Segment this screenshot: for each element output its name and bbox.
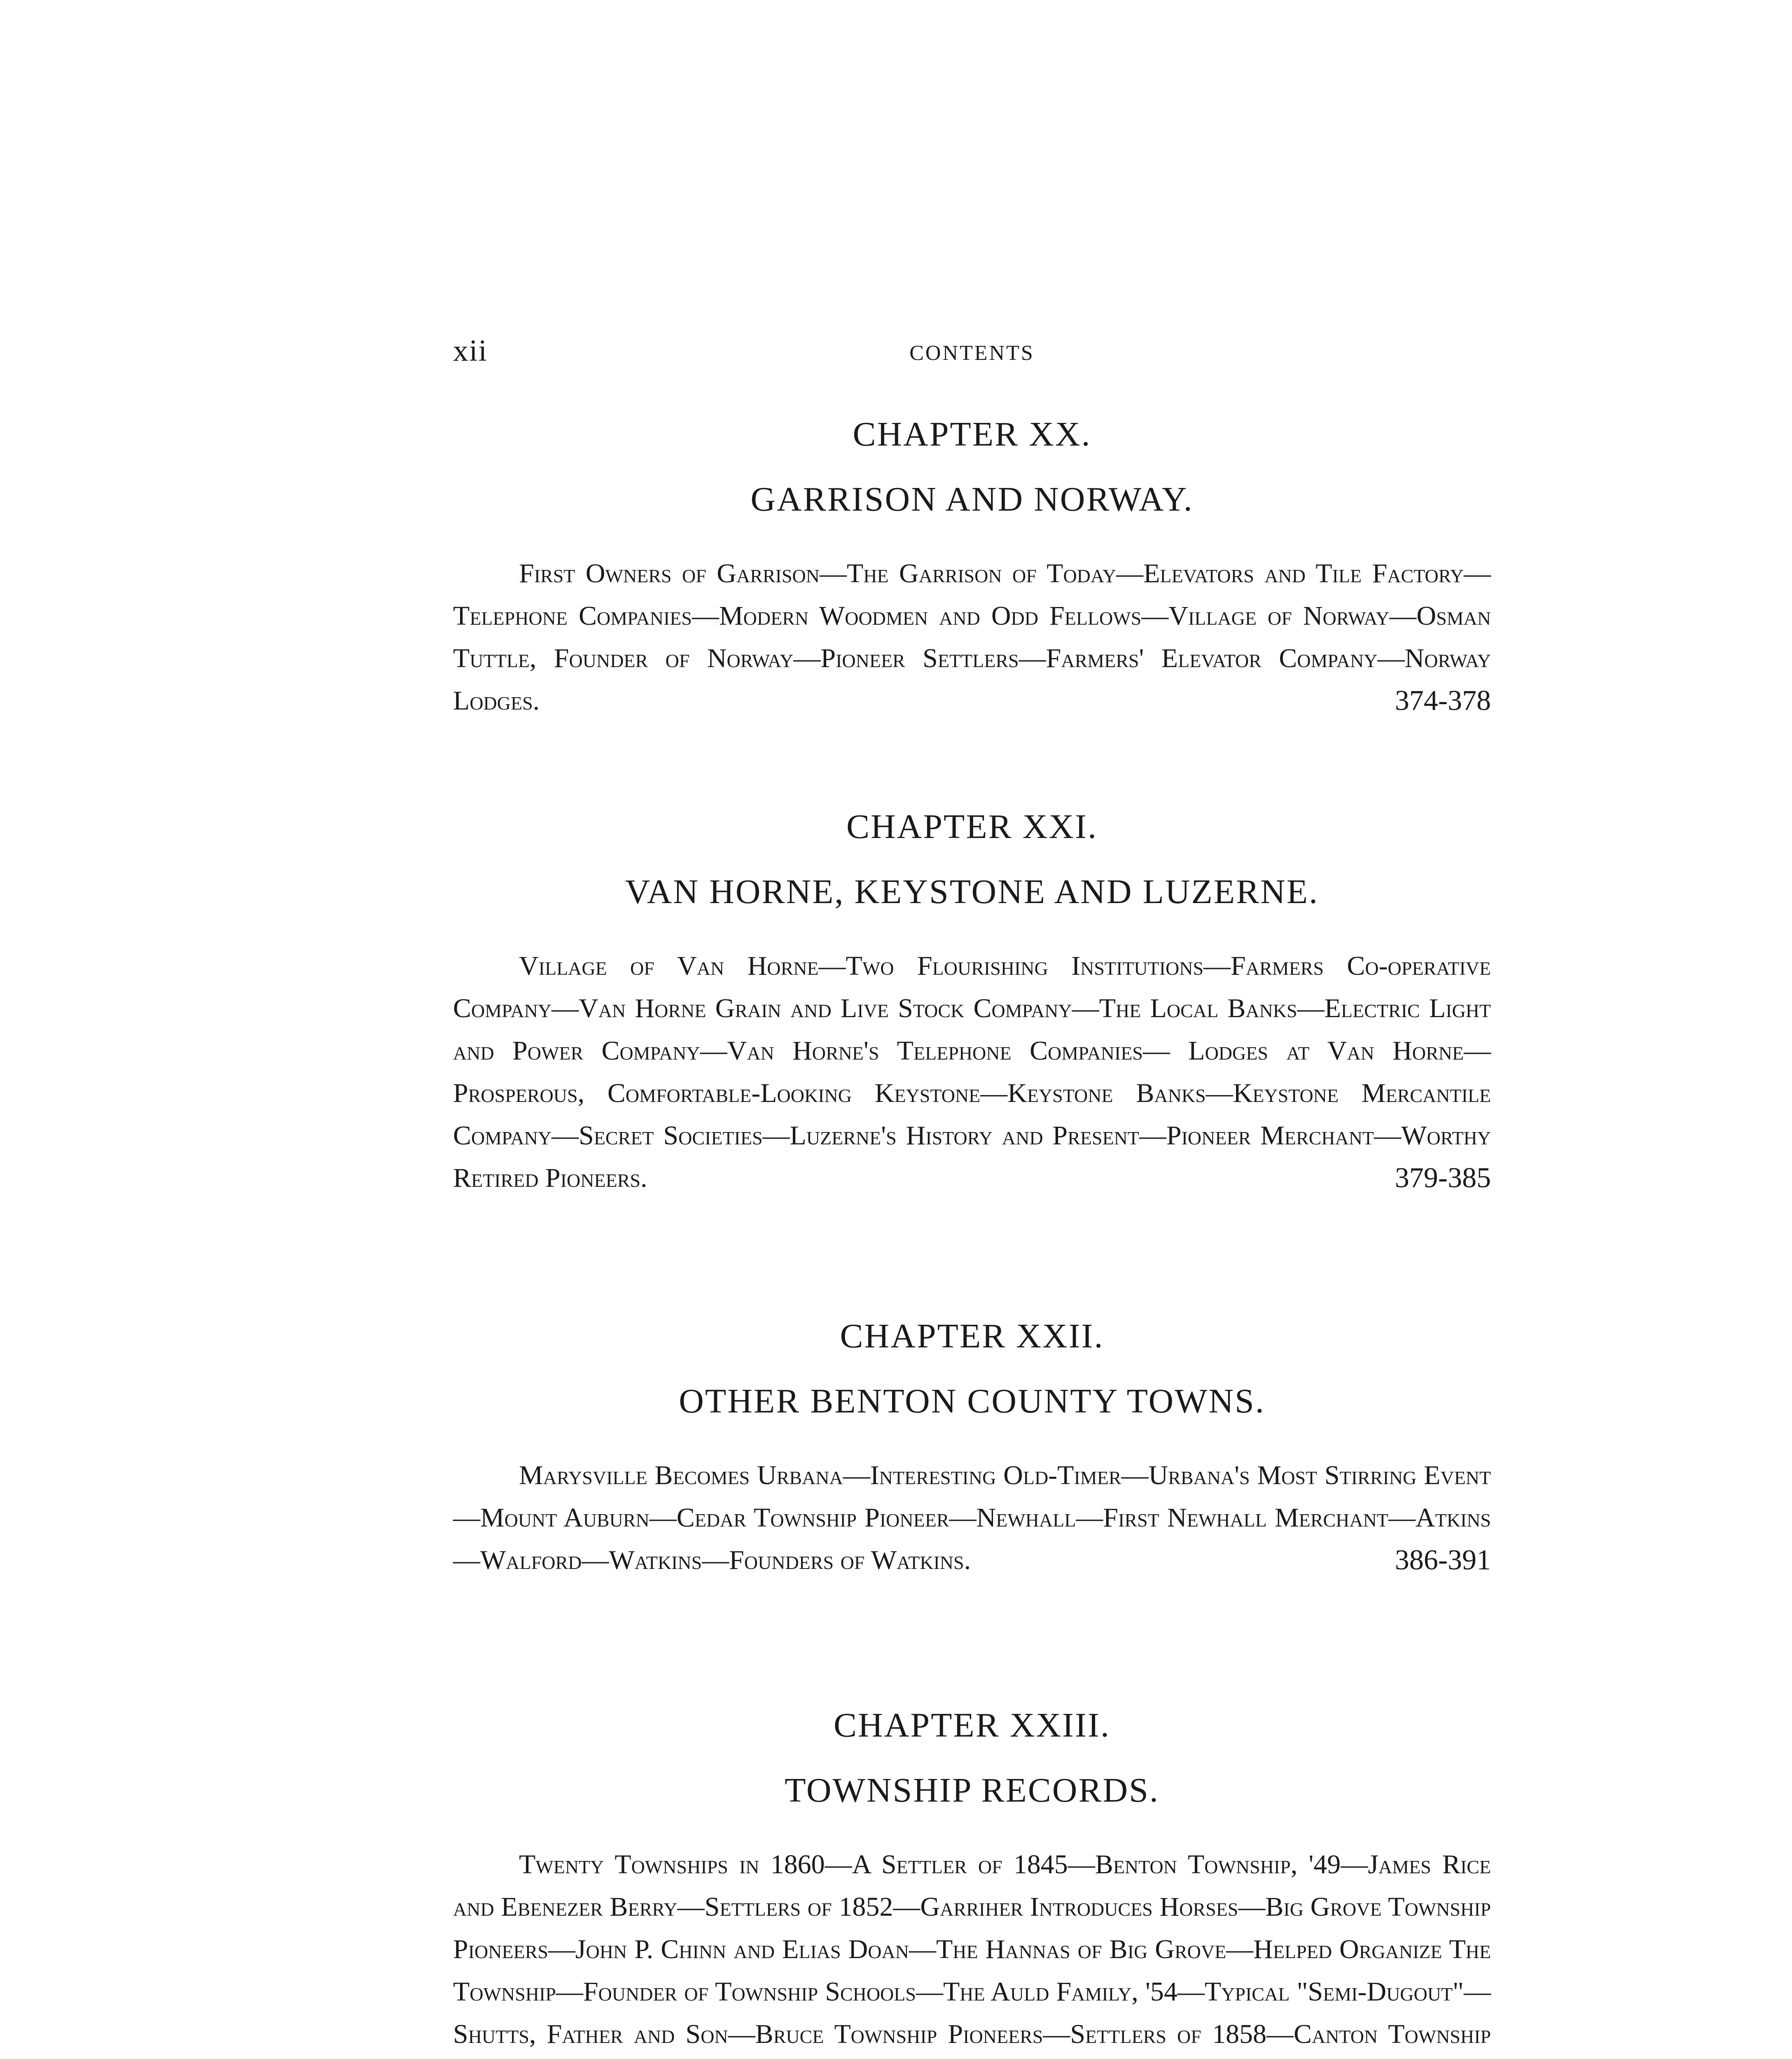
page-range: 386-391 xyxy=(1395,1544,1491,1576)
chapter-title: VAN HORNE, KEYSTONE AND LUZERNE. xyxy=(625,873,1319,911)
chapter-number: CHAPTER XX. xyxy=(853,415,1091,453)
chapter-number: CHAPTER XXII. xyxy=(840,1317,1104,1355)
chapter-title: GARRISON AND NORWAY. xyxy=(750,480,1194,518)
chapter-xxi xyxy=(453,806,1491,1226)
summary-text: Marysville Becomes Urbana—Interesting Old-Timer—Urbana's Most Stirring Event—Mount Auburn—Cedar Township Pioneer—Newhall—First Newhall Merchant—Atkins—Walford—Watkins—Founders of Watkins. xyxy=(453,1460,1491,1575)
chapter-summary xyxy=(453,945,1491,1199)
page-range: 374-378 xyxy=(1395,685,1491,717)
chapter-number: CHAPTER XXIII. xyxy=(834,1706,1110,1744)
summary-text: Village of Van Horne—Two Flourishing Institutions—Farmers Co-operative Company—Van Horne Grain and Live Stock Company—The Local Banks—Electric Light and Power Company—Van Horne's Telephone Companies— Lodges at Van Horne—Prosperous, Comfortable-Looking Keystone—Keystone Banks—Keystone Mercantile Company—Secret Societies—Luzerne's History and Present—Pioneer Merchant—Worthy Retired Pioneers. xyxy=(453,951,1491,1193)
chapter-xxii xyxy=(453,1316,1491,1608)
page-number: xii xyxy=(453,334,488,368)
chapter-summary xyxy=(453,552,1491,722)
chapter-summary xyxy=(453,1454,1491,1581)
chapter-xx xyxy=(453,414,1491,749)
summary-text: First Owners of Garrison—The Garrison of Today—Elevators and Tile Factory—Telephone Companies—Modern Woodmen and Odd Fellows—Village of Norway—Osman Tuttle, Founder of Norway—Pioneer Settlers—Farmers' Elevator Company—Norway Lodges. xyxy=(453,558,1491,716)
running-head xyxy=(453,334,1491,379)
running-title: CONTENTS xyxy=(909,341,1035,365)
summary-text: Twenty Townships in 1860—A Settler of 1845—Benton Township, '49—James Rice and Ebenezer Berry—Settlers of 1852—Garriher Introduces Horses—Big Grove Township Pioneers—John P. Chinn and Elias Doan—The Hannas of Big Grove—Helped Organize The Township—Founder of Township Schools—The Auld Family, '54—Typical "Semi-Dugout"—Shutts, Father and Son—Bruce Township Pioneers—Settlers of 1858—Canton Township xyxy=(453,1849,1491,2049)
chapter-summary xyxy=(453,1843,1491,2059)
page-range: 379-385 xyxy=(1395,1162,1491,1194)
chapter-title: TOWNSHIP RECORDS. xyxy=(785,1771,1159,1809)
chapter-xxiii xyxy=(453,1705,1491,2059)
chapter-title: OTHER BENTON COUNTY TOWNS. xyxy=(679,1382,1265,1420)
chapter-number: CHAPTER XXI. xyxy=(846,808,1098,846)
